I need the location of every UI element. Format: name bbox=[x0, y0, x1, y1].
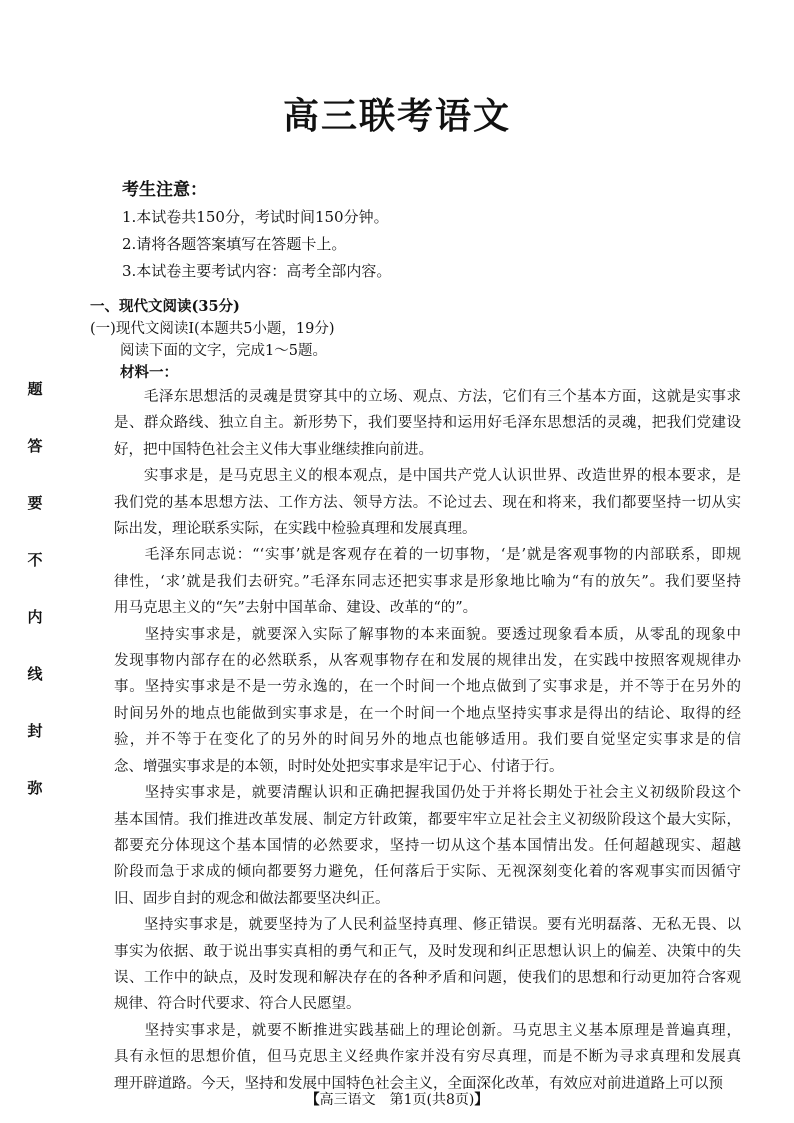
seal-line-char: 不 bbox=[27, 551, 43, 569]
paragraph-line: 我们党的基本思想方法、工作方法、领导方法。不论过去、现在和将来，我们都要坚持一切从实 bbox=[114, 494, 741, 511]
footer-bracket-open: 【 bbox=[305, 1092, 320, 1108]
seal-line-char: 封 bbox=[27, 722, 43, 740]
notice-item: 2.请将各题答案填写在答题卡上。 bbox=[122, 235, 347, 253]
paragraph-line: 时间另外的地点也能做到实事求是，在一个时间一个地点坚持实事求是得出的结论、取得的经 bbox=[114, 705, 741, 722]
paragraph-line: 阶段而急于求成的倾向都要努力避免，任何落后于实际、无视深刻变化着的客观事实而因循守 bbox=[114, 864, 741, 881]
section-heading: 一、现代文阅读(35分) bbox=[90, 298, 240, 315]
paragraph-line: 事。坚持实事求是不是一劳永逸的，在一个时间一个地点做到了实事求是，并不等于在另外的 bbox=[114, 679, 741, 696]
seal-line-char: 答 bbox=[27, 437, 43, 455]
paragraph-line: 旧、固步自封的观念和做法都要坚决纠正。 bbox=[114, 890, 390, 907]
paragraph bbox=[114, 542, 741, 621]
reading-instruction: 阅读下面的文字，完成1～5题。 bbox=[120, 343, 327, 359]
paragraph-line: 坚持实事求是，就要不断推进实践基础上的理论创新。马克思主义基本原理是普遍真理， bbox=[114, 1022, 741, 1039]
paragraph-line: 规律、符合时代要求、符合人民愿望。 bbox=[114, 996, 361, 1013]
paragraph-line: 坚持实事求是，就要坚持为了人民利益坚持真理、修正错误。要有光明磊落、无私无畏、以 bbox=[114, 917, 741, 934]
notice-heading: 考生注意： bbox=[122, 180, 207, 200]
paragraph-line: 毛泽东同志说：“‘实事’就是客观存在着的一切事物，‘是’就是客观事物的内部联系，即规 bbox=[114, 547, 741, 564]
page-title: 高三联考语文 bbox=[282, 95, 511, 137]
seal-line-notice bbox=[22, 378, 48, 798]
paragraph-line: 好，把中国特色社会主义伟大事业继续推向前进。 bbox=[114, 441, 433, 458]
paragraph-line: 基本国情。我们推进改革发展、制定方针政策，都要牢牢立足社会主义初级阶段这个最大实际， bbox=[114, 811, 741, 828]
paragraph-line: 毛泽东思想活的灵魂是贯穿其中的立场、观点、方法，它们有三个基本方面，这就是实事求 bbox=[114, 389, 741, 405]
paragraph bbox=[114, 780, 741, 912]
paragraph-line: 都要充分体现这个基本国情的必然要求，坚持一切从这个基本国情出发。任何超越现实、超越 bbox=[114, 837, 741, 854]
notice-item: 3.本试卷主要考试内容：高考全部内容。 bbox=[122, 262, 392, 280]
paragraph-line: 坚持实事求是，就要清醒认识和正确把握我国仍处于并将长期处于社会主义初级阶段这个 bbox=[114, 785, 741, 802]
paragraph bbox=[114, 384, 741, 463]
paragraph-line: 际出发，理论联系实际，在实践中检验真理和发展真理。 bbox=[114, 521, 477, 538]
paragraph bbox=[114, 1018, 741, 1097]
paragraph-line: 律性，‘求’就是我们去研究。”毛泽东同志还把实事求是形象地比喻为“有的放矢”。我们要坚持 bbox=[114, 573, 741, 590]
seal-line-char: 内 bbox=[27, 608, 43, 626]
seal-line-char: 要 bbox=[27, 494, 43, 512]
footer-text: 高三语文 第1页(共8页) bbox=[319, 1092, 475, 1108]
paragraph-line: 实事求是，是马克思主义的根本观点，是中国共产党人认识世界、改造世界的根本要求，是 bbox=[114, 468, 741, 485]
seal-line-char: 线 bbox=[27, 665, 43, 683]
article-body bbox=[114, 384, 741, 1097]
paragraph-line: 理开辟道路。今天，坚持和发展中国特色社会主义，全面深化改革，有效应对前进道路上可以预 bbox=[114, 1075, 723, 1092]
reading-section bbox=[90, 296, 741, 1097]
page-footer bbox=[0, 1089, 794, 1109]
paragraph bbox=[114, 912, 741, 1018]
seal-line-char: 弥 bbox=[27, 779, 43, 797]
paragraph-line: 是、群众路线、独立自主。新形势下，我们要坚持和运用好毛泽东思想活的灵魂，把我们党建设 bbox=[114, 415, 741, 432]
sub-section-heading: (一)现代文阅读Ⅰ(本题共5小题，19分) bbox=[90, 321, 335, 337]
paragraph-line: 发现事物内部存在的必然联系，从客观事物存在和发展的规律出发，在实践中按照客观规律办 bbox=[114, 653, 741, 670]
paragraph-line: 具有永恒的思想价值，但马克思主义经典作家并没有穷尽真理，而是不断为寻求真理和发展真 bbox=[114, 1049, 741, 1066]
paragraph bbox=[114, 622, 741, 780]
material-label: 材料一： bbox=[120, 364, 178, 381]
footer-bracket-close: 】 bbox=[474, 1092, 489, 1108]
notice-item: 1.本试卷共150分，考试时间150分钟。 bbox=[122, 208, 389, 226]
paragraph bbox=[114, 463, 741, 542]
seal-line-char: 题 bbox=[27, 380, 43, 398]
paragraph-line: 验，并不等于在变化了的另外的时间另外的地点也能够适用。我们要自觉坚定实事求是的信 bbox=[114, 732, 741, 749]
paragraph-line: 误、工作中的缺点，及时发现和解决存在的各种矛盾和问题，使我们的思想和行动更加符合客观 bbox=[114, 969, 741, 986]
paragraph-line: 坚持实事求是，就要深入实际了解事物的本来面貌。要透过现象看本质，从零乱的现象中 bbox=[114, 626, 741, 643]
paragraph-line: 用马克思主义的“矢”去射中国革命、建设、改革的“的”。 bbox=[114, 600, 478, 617]
paragraph-line: 念、增强实事求是的本领，时时处处把实事求是牢记于心、付诸于行。 bbox=[114, 758, 564, 775]
notice-block bbox=[122, 176, 682, 285]
paragraph-line: 事实为依据、敢于说出事实真相的勇气和正气，及时发现和纠正思想认识上的偏差、决策中的失 bbox=[114, 943, 741, 960]
